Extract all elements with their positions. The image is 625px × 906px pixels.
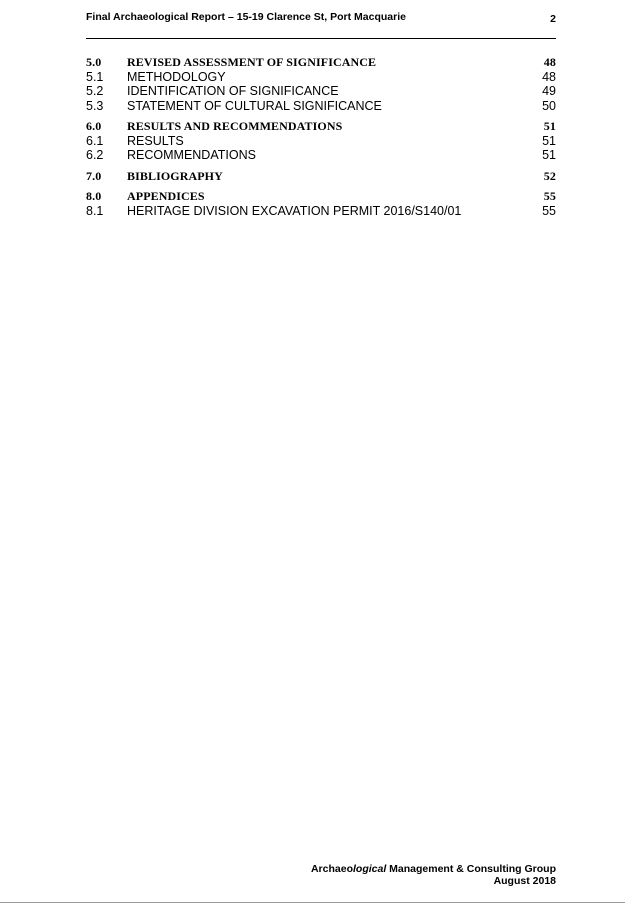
toc-entry [86, 148, 556, 163]
toc-heading-title: BIBLIOGRAPHY [127, 168, 223, 183]
toc-entry-title: IDENTIFICATION OF SIGNIFICANCE [127, 84, 339, 98]
page-header [86, 11, 556, 31]
header-divider [86, 38, 556, 39]
toc-entry-number: 5.2 [86, 84, 104, 98]
toc-entry [86, 99, 556, 114]
toc-section-5 [86, 55, 556, 113]
toc-heading-number: 7.0 [86, 168, 102, 183]
org-name-italic: logical [352, 863, 387, 875]
toc-heading [86, 55, 556, 70]
toc-entry-number: 8.1 [86, 203, 104, 218]
toc-entry-title: HERITAGE DIVISION EXCAVATION PERMIT 2016/S140/01 [127, 203, 462, 218]
toc-entry-title: RESULTS [127, 133, 184, 148]
table-of-contents [86, 55, 556, 224]
page-footer [311, 863, 556, 887]
toc-heading-title: APPENDICES [127, 189, 205, 203]
toc-heading-page: 55 [543, 189, 556, 203]
report-title: Final Archaeological Report – 15-19 Clarence St, Port Macquarie [86, 11, 406, 23]
page-number: 2 [550, 13, 556, 25]
toc-entry-page: 48 [542, 69, 556, 84]
toc-entry-page: 55 [542, 203, 556, 218]
toc-entry-number: 6.2 [86, 148, 104, 162]
footer-date: August 2018 [493, 875, 556, 887]
toc-entry [86, 70, 556, 85]
page-bottom-edge [0, 902, 625, 903]
toc-entry-title: STATEMENT OF CULTURAL SIGNIFICANCE [127, 98, 382, 113]
toc-heading-page: 51 [543, 119, 556, 133]
toc-entry-page: 50 [542, 98, 556, 113]
footer-organisation [311, 863, 556, 875]
toc-heading-page: 52 [543, 168, 556, 183]
toc-entry-page: 51 [542, 133, 556, 148]
toc-entry [86, 204, 556, 219]
toc-entry [86, 134, 556, 149]
toc-entry-page: 49 [542, 84, 556, 98]
toc-entry-title: METHODOLOGY [127, 69, 226, 84]
toc-heading [86, 189, 556, 204]
org-name-prefix: Archaeo [310, 863, 353, 875]
toc-entry-number: 5.1 [86, 69, 104, 84]
toc-section-7 [86, 169, 556, 184]
toc-heading-title: REVISED ASSESSMENT OF SIGNIFICANCE [127, 55, 377, 69]
toc-section-6 [86, 119, 556, 163]
toc-entry-title: RECOMMENDATIONS [127, 148, 256, 162]
toc-heading-number: 8.0 [86, 189, 102, 203]
toc-entry-number: 6.1 [86, 133, 104, 148]
toc-heading-number: 5.0 [86, 55, 102, 69]
toc-entry [86, 84, 556, 99]
toc-heading-page: 48 [543, 55, 556, 69]
toc-entry-page: 51 [542, 148, 556, 162]
toc-heading-number: 6.0 [86, 119, 102, 133]
toc-section-8 [86, 189, 556, 218]
toc-heading-title: RESULTS AND RECOMMENDATIONS [127, 119, 343, 133]
toc-heading [86, 119, 556, 134]
toc-heading [86, 169, 556, 184]
toc-entry-number: 5.3 [86, 98, 104, 113]
org-name-suffix: Management & Consulting Group [386, 863, 556, 875]
